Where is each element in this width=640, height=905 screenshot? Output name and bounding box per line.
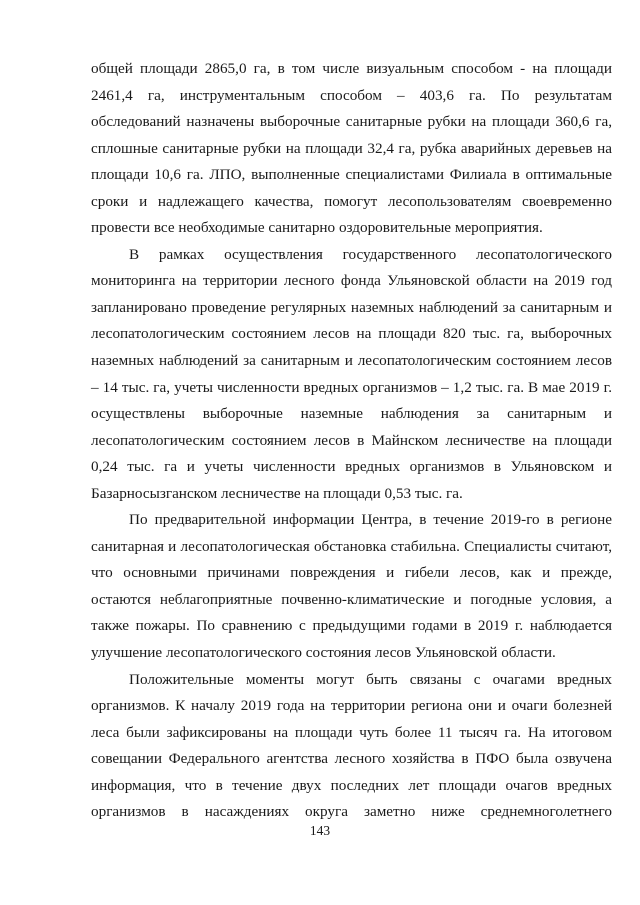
page-number: 143 bbox=[309, 823, 331, 838]
text-line: По предварительной информации Центра, в течение 2019-го в регионе bbox=[129, 511, 612, 529]
text-line: совещании Федерального агентства лесного хозяйства в ПФО была озвучена bbox=[91, 750, 612, 768]
text-line: сплошные санитарные рубки на площади 32,4 га, рубка аварийных деревьев на bbox=[91, 139, 612, 157]
text-line: мониторинга на территории лесного фонда Ульяновской области на 2019 год bbox=[91, 272, 612, 290]
paragraph bbox=[91, 507, 612, 666]
text-line: остаются неблагоприятные почвенно-климатические и погодные условия, а bbox=[91, 590, 612, 608]
text-line: лесопатологическим состоянием лесов в Майнском лесничестве на площади bbox=[91, 431, 612, 449]
text-line: обследований назначены выборочные санитарные рубки на площади 360,6 га, bbox=[91, 113, 612, 131]
paragraph bbox=[91, 56, 612, 242]
text-line: лесопатологическим состоянием лесов на площади 820 тыс. га, выборочных bbox=[91, 325, 612, 343]
text-line: общей площади 2865,0 га, в том числе визуальным способом - на площади bbox=[91, 60, 612, 77]
text-line: леса были зафиксированы на площади чуть более 11 тысяч га. На итоговом bbox=[91, 723, 612, 741]
text-line: В рамках осуществления государственного лесопатологического bbox=[129, 245, 612, 263]
text-line: Положительные моменты могут быть связаны с очагами вредных bbox=[129, 670, 612, 688]
body-text bbox=[91, 56, 612, 826]
text-line: – 14 тыс. га, учеты численности вредных организмов – 1,2 тыс. га. В мае 2019 г. bbox=[91, 378, 612, 396]
text-line: запланировано проведение регулярных наземных наблюдений за санитарным и bbox=[91, 298, 612, 316]
text-line: санитарная и лесопатологическая обстановка стабильна. Специалисты считают, bbox=[91, 537, 612, 555]
text-line: площади 10,6 га. ЛПО, выполненные специалистами Филиала в оптимальные bbox=[91, 166, 612, 184]
text-line: улучшение лесопатологического состояния лесов Ульяновской области. bbox=[91, 644, 556, 662]
text-line: организмов в насаждениях округа заметно ниже среднемноголетнего bbox=[91, 803, 612, 821]
text-line: 2461,4 га, инструментальным способом – 403,6 га. По результатам bbox=[91, 86, 612, 104]
paragraph bbox=[91, 667, 612, 826]
text-line: организмов. К началу 2019 года на территории региона они и очаги болезней bbox=[91, 697, 612, 715]
text-line: 0,24 тыс. га и учеты численности вредных организмов в Ульяновском и bbox=[91, 458, 612, 476]
paragraph bbox=[91, 242, 612, 507]
text-line: информация, что в течение двух последних лет площади очагов вредных bbox=[91, 776, 612, 794]
text-line: также пожары. По сравнению с предыдущими годами в 2019 г. наблюдается bbox=[91, 617, 612, 635]
text-line: сроки и надлежащего качества, помогут лесопользователям своевременно bbox=[91, 192, 612, 210]
text-line: наземных наблюдений за санитарным и лесопатологическим состоянием лесов bbox=[91, 352, 612, 370]
text-line: осуществлены выборочные наземные наблюдения за санитарным и bbox=[91, 405, 612, 423]
text-line: провести все необходимые санитарно оздоровительные мероприятия. bbox=[91, 219, 543, 237]
text-line: что основными причинами повреждения и гибели лесов, как и прежде, bbox=[91, 564, 612, 582]
text-line: Базарносызганском лесничестве на площади 0,53 тыс. га. bbox=[91, 484, 463, 502]
